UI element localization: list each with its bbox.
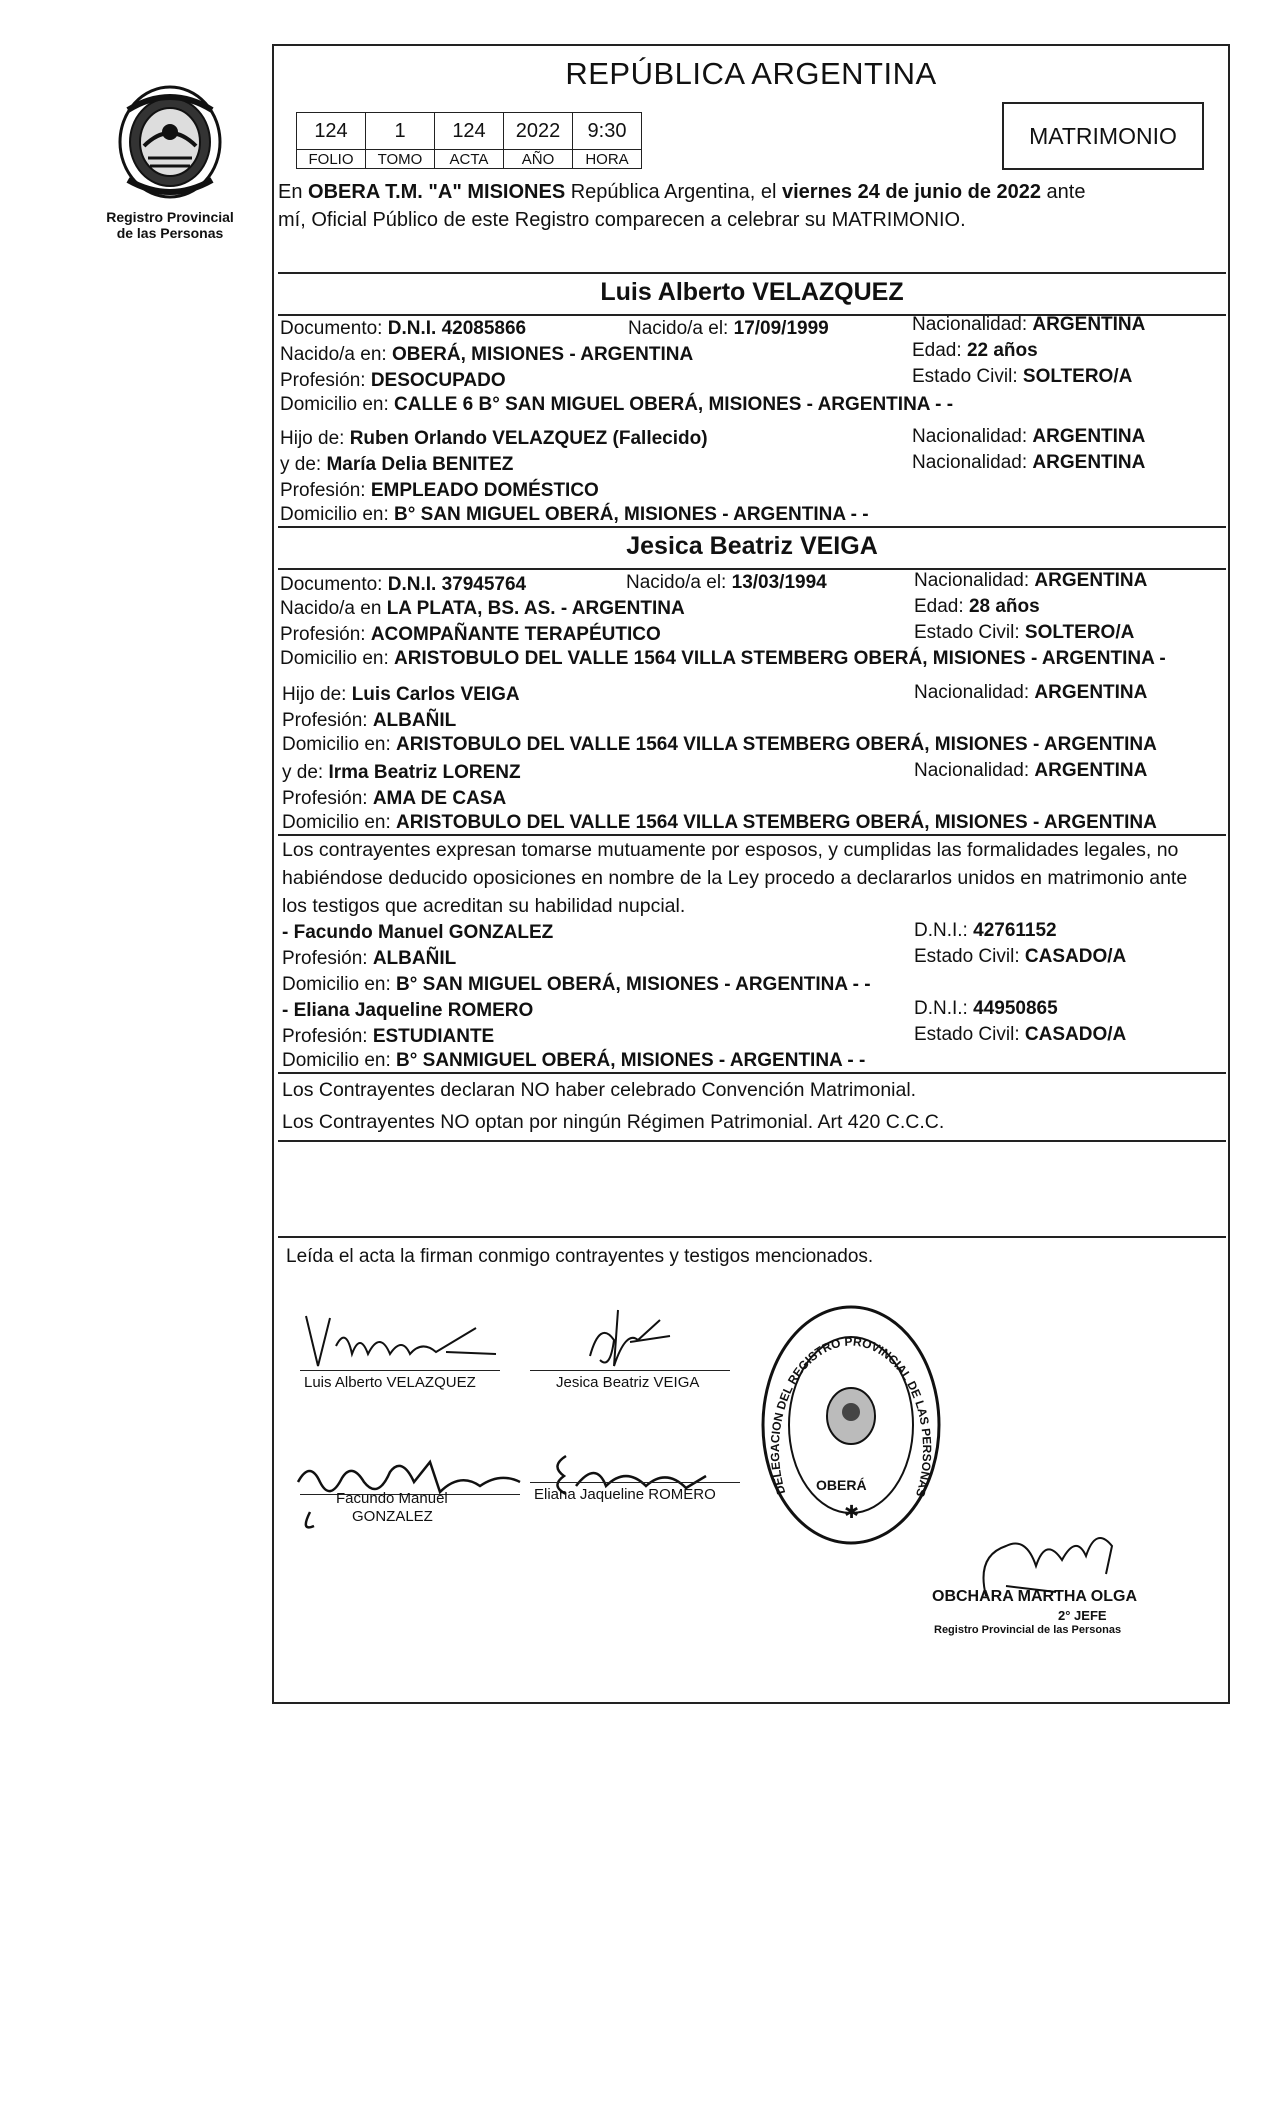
folio-value: 124 (297, 113, 366, 150)
acta-value: 124 (435, 113, 504, 150)
bride-name: Jesica Beatriz VEIGA (626, 532, 878, 560)
intro-date: viernes 24 de junio de 2022 (781, 181, 1041, 203)
witness2-profesion: Profesión: ESTUDIANTE (282, 1026, 495, 1047)
groom-father: Hijo de: Ruben Orlando VELAZQUEZ (Fallecido) (280, 428, 708, 449)
tomo-value: 1 (366, 113, 435, 150)
intro-line2: mí, Oficial Público de este Registro comparecen a celebrar su MATRIMONIO. (278, 209, 966, 231)
groom-name: Luis Alberto VELAZQUEZ (600, 278, 904, 306)
bride-father-nacionalidad: Nacionalidad: ARGENTINA (914, 682, 1148, 703)
groom-parents-domicilio: Domicilio en: B° SAN MIGUEL OBERÁ, MISIONES - ARGENTINA - - (280, 504, 869, 525)
witness2-signature-line (530, 1482, 740, 1483)
groom-signature-name: Luis Alberto VELAZQUEZ (304, 1374, 476, 1391)
anio-label: AÑO (504, 150, 573, 169)
provincial-emblem-icon (110, 80, 230, 200)
bride-signature-line (530, 1370, 730, 1371)
groom-nacido-en: Nacido/a en: OBERÁ, MISIONES - ARGENTINA (280, 344, 694, 365)
bride-domicilio: Domicilio en: ARISTOBULO DEL VALLE 1564 VILLA STEMBERG OBERÁ, MISIONES - ARGENTINA - (280, 648, 1166, 669)
witness1-profesion: Profesión: ALBAÑIL (282, 948, 457, 969)
logo-caption-line2: de las Personas (116, 225, 224, 241)
groom-signature-line (300, 1370, 500, 1371)
groom-mother: y de: María Delia BENITEZ (280, 454, 514, 475)
divider (278, 1236, 1226, 1238)
bride-nacido-el: Nacido/a el: 13/03/1994 (626, 572, 827, 593)
seal-city: OBERÁ (816, 1477, 867, 1493)
bride-mother-domicilio: Domicilio en: ARISTOBULO DEL VALLE 1564 VILLA STEMBERG OBERÁ, MISIONES - ARGENTINA (282, 812, 1157, 833)
groom-profesion: Profesión: DESOCUPADO (280, 370, 506, 391)
seal-ring-text: DELEGACION DEL REGISTRO PROVINCIAL DE LAS PERSONAS (767, 1334, 935, 1499)
acta-label: ACTA (435, 150, 504, 169)
bride-mother-nacionalidad: Nacionalidad: ARGENTINA (914, 760, 1148, 781)
divider (278, 272, 1226, 274)
declaration-line2: habiéndose deducido oposiciones en nombre de la Ley procedo a declararlos unidos en matrimonio ante (282, 867, 1188, 889)
notes-line1: Los Contrayentes declaran NO haber celebrado Convención Matrimonial. (282, 1079, 917, 1101)
bride-father-domicilio: Domicilio en: ARISTOBULO DEL VALLE 1564 VILLA STEMBERG OBERÁ, MISIONES - ARGENTINA (282, 734, 1157, 755)
groom-parents-profesion: Profesión: EMPLEADO DOMÉSTICO (280, 480, 599, 501)
hora-label: HORA (573, 150, 642, 169)
official-office: Registro Provincial de las Personas (934, 1624, 1122, 1636)
witness1-domicilio: Domicilio en: B° SAN MIGUEL OBERÁ, MISIONES - ARGENTINA - - (282, 974, 871, 995)
witness2-name: - Eliana Jaqueline ROMERO (282, 1000, 534, 1021)
official-name: OBCHARA MARTHA OLGA (932, 1588, 1138, 1605)
svg-text:✱: ✱ (844, 1502, 860, 1522)
tomo-label: TOMO (366, 150, 435, 169)
witness1-signature-name1: Facundo Manuel (336, 1490, 448, 1507)
groom-documento: Documento: D.N.I. 42085866 (280, 318, 527, 339)
bride-edad: Edad: 28 años (914, 596, 1040, 617)
declaration-paragraph (282, 836, 1228, 920)
intro-prefix: En (278, 181, 309, 203)
declaration-line1: Los contrayentes expresan tomarse mutuamente por esposos, y cumplidas las formalidades legales, no (282, 839, 1179, 861)
act-type-box: MATRIMONIO (1002, 102, 1204, 170)
bride-nacionalidad: Nacionalidad: ARGENTINA (914, 570, 1148, 591)
registry-logo (100, 80, 240, 241)
groom-nacido-el: Nacido/a el: 17/09/1999 (628, 318, 829, 339)
bride-father-profesion: Profesión: ALBAÑIL (282, 710, 457, 731)
intro-office: OBERA T.M. "A" MISIONES (308, 181, 566, 203)
groom-signature-icon (296, 1296, 516, 1386)
notes-paragraph (282, 1074, 1228, 1138)
intro-middle: República Argentina, el (565, 181, 782, 203)
hora-value: 9:30 (573, 113, 642, 150)
anio-value: 2022 (504, 113, 573, 150)
closing-text: Leída el acta la firman conmigo contrayentes y testigos mencionados. (286, 1246, 874, 1267)
bride-profesion: Profesión: ACOMPAÑANTE TERAPÉUTICO (280, 624, 661, 645)
folio-label: FOLIO (297, 150, 366, 169)
groom-estado-civil: Estado Civil: SOLTERO/A (912, 366, 1133, 387)
logo-caption-line1: Registro Provincial (106, 209, 234, 225)
groom-edad: Edad: 22 años (912, 340, 1038, 361)
groom-nacionalidad: Nacionalidad: ARGENTINA (912, 314, 1146, 335)
declaration-line3: los testigos que acreditan su habilidad nupcial. (282, 895, 686, 917)
notes-line2: Los Contrayentes NO optan por ningún Régimen Patrimonial. Art 420 C.C.C. (282, 1111, 945, 1133)
witness2-domicilio: Domicilio en: B° SANMIGUEL OBERÁ, MISIONES - ARGENTINA - - (282, 1050, 866, 1071)
witness1-estado-civil: Estado Civil: CASADO/A (914, 946, 1127, 967)
witness2-estado-civil: Estado Civil: CASADO/A (914, 1024, 1127, 1045)
bride-documento: Documento: D.N.I. 37945764 (280, 574, 527, 595)
bride-nacido-en: Nacido/a en LA PLATA, BS. AS. - ARGENTINA (280, 598, 685, 619)
registry-seal-icon (756, 1300, 946, 1550)
witness2-dni: D.N.I.: 44950865 (914, 998, 1058, 1019)
bride-signature-name: Jesica Beatriz VEIGA (556, 1374, 700, 1391)
official-title: 2° JEFE (1058, 1608, 1107, 1623)
bride-estado-civil: Estado Civil: SOLTERO/A (914, 622, 1135, 643)
bride-mother-profesion: Profesión: AMA DE CASA (282, 788, 507, 809)
witness1-dni: D.N.I.: 42761152 (914, 920, 1057, 941)
bride-mother: y de: Irma Beatriz LORENZ (282, 762, 521, 783)
intro-paragraph (278, 178, 1226, 234)
witness1-signature-name2: GONZALEZ (352, 1508, 433, 1525)
divider (278, 526, 1226, 528)
groom-domicilio: Domicilio en: CALLE 6 B° SAN MIGUEL OBERÁ, MISIONES - ARGENTINA - - (280, 394, 954, 415)
document-title: REPÚBLICA ARGENTINA (565, 56, 937, 91)
groom-father-nacionalidad: Nacionalidad: ARGENTINA (912, 426, 1146, 447)
intro-suffix: ante (1041, 181, 1086, 203)
witness1-name: - Facundo Manuel GONZALEZ (282, 922, 554, 943)
bride-signature-icon (530, 1300, 750, 1380)
bride-father: Hijo de: Luis Carlos VEIGA (282, 684, 520, 705)
witness2-signature-name: Eliana Jaqueline ROMERO (534, 1486, 716, 1503)
registry-table (296, 112, 642, 169)
divider (278, 1140, 1226, 1142)
groom-mother-nacionalidad: Nacionalidad: ARGENTINA (912, 452, 1146, 473)
